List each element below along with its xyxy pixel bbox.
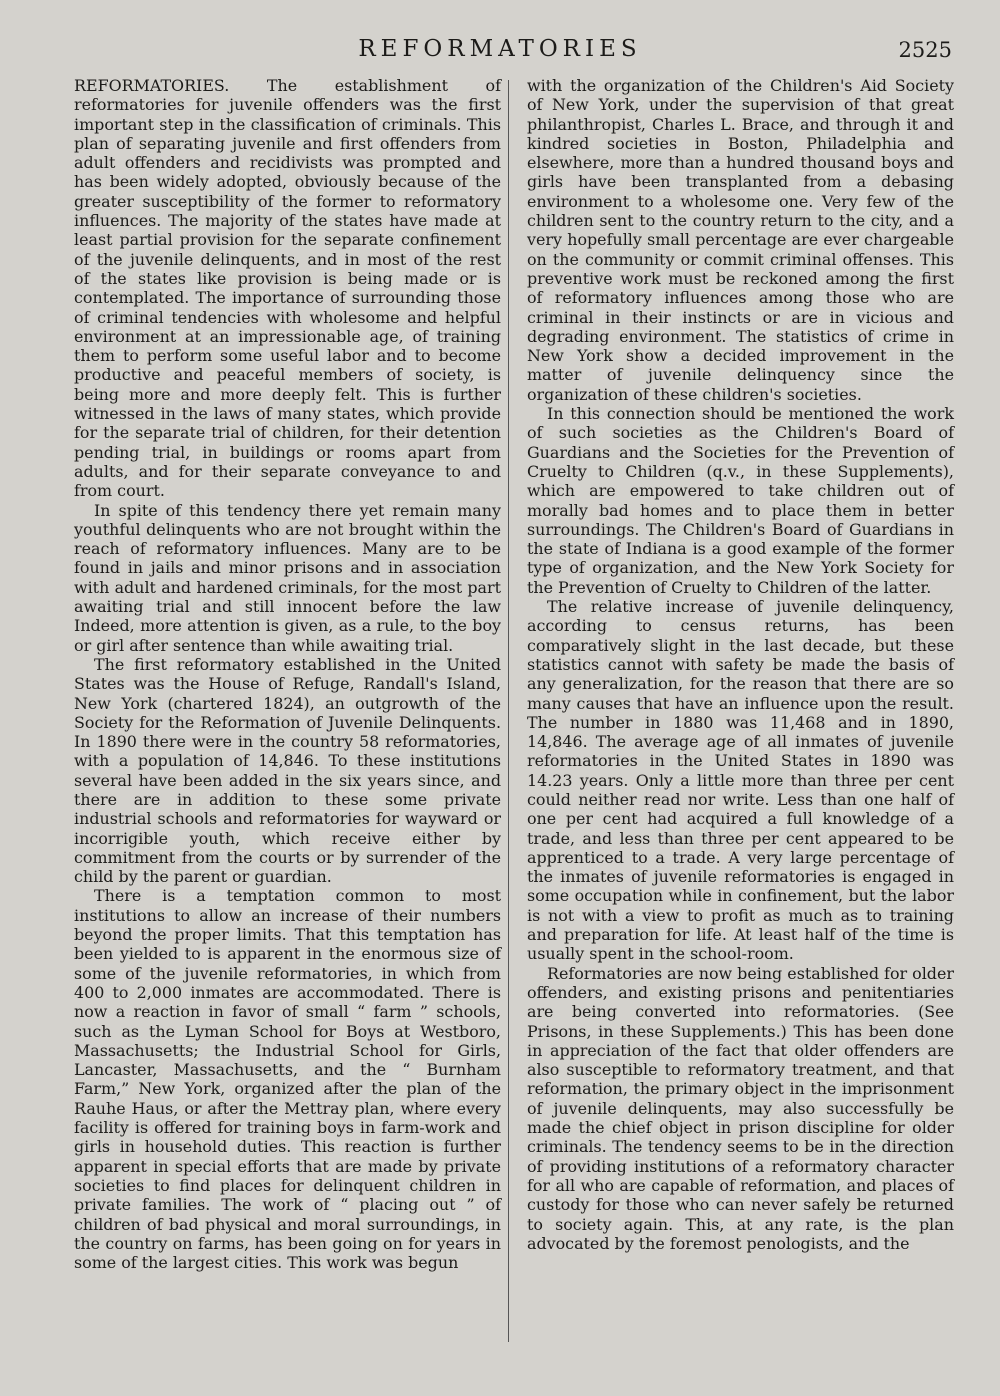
paragraph: In spite of this tendency there yet remain many youthful delinquents who are not brought within the reach of reformatory influences. Many are to be found in jails and minor prisons and in association with adult and hardened criminals, for the most part awaiting trial and still innocent before the law Indeed, more attention is given, as a rule, to the boy or girl after sentence than while awaiting trial. [74, 500, 501, 655]
text-columns [74, 76, 954, 1376]
page-header [0, 36, 1000, 66]
paragraph: The first reformatory established in the United States was the House of Refuge, Randall's Island, New York (chartered 1824), an outgrowth of the Society for the Reformation of Juvenile Delinquents. In 1890 there were in the country 58 reformatories, with a population of 14,846. To these institutions several have been added in the six years since, and there are in addition to these some private industrial schools and reformatories for wayward or incorrigible youth, which receive either by commitment from the courts or by surrender of the child by the parent or guardian. [74, 654, 501, 887]
paragraph: REFORMATORIES. The establishment of reformatories for juvenile offenders was the first important step in the classification of criminals. This plan of separating juvenile and first offenders from adult offenders and recidivists was prompted and has been widely adopted, obviously because of the greater susceptibility of the former to reformatory influences. The majority of the states have made at least partial provision for the separate confinement of the juvenile delinquents, and in most of the rest of the states like provision is being made or is contemplated. The importance of surrounding those of criminal tendencies with wholesome and helpful environment at an impressionable age, of training them to perform some useful labor and to become productive and peaceful members of society, is being more and more deeply felt. This is further witnessed in the laws of many states, which provide for the separate trial of children, for their detention pending trial, in buildings or rooms apart from adults, and for their separate conveyance to and from court. [74, 76, 501, 501]
right-column [527, 76, 954, 1376]
left-column [74, 76, 501, 1376]
column-divider [508, 80, 509, 1342]
paragraph: with the organization of the Children's Aid Society of New York, under the supervision of that great philanthropist, Charles L. Brace, and through it and kindred societies in Boston, Philadelphia and elsewhere, more than a hundred thousand boys and girls have been transplanted from a debasing environment to a wholesome one. Very few of the children sent to the country return to the city, and a very hopefully small percentage are ever chargeable on the community or commit criminal offenses. This preventive work must be reckoned among the first of reformatory influences among those who are criminal in their instincts or are in vicious and degrading environment. The statistics of crime in New York show a decided improvement in the matter of juvenile delinquency since the organization of these children's societies. [526, 76, 954, 404]
running-title: REFORMATORIES [358, 36, 642, 62]
page-number: 2525 [898, 38, 952, 62]
paragraph: The relative increase of juvenile delinquency, according to census returns, has been comparatively slight in the last decade, but these statistics cannot with safety be made the basis of any generalization, for the reason that there are so many causes that have an influence upon the result. The number in 1880 was 11,468 and in 1890, 14,846. The average age of all inmates of juvenile reformatories in the United States in 1890 was 14.23 years. Only a little more than three per cent could neither read nor write. Less than one half of one per cent had acquired a full knowledge of a trade, and less than three per cent appeared to be apprenticed to a trade. A very large percentage of the inmates of juvenile reformatories is engaged in some occupation while in confinement, but the labor is not with a view to profit as much as to training and preparation for life. At least half of the time is usually spent in the school-room. [526, 597, 954, 964]
paragraph: In this connection should be mentioned the work of such societies as the Children's Board of Guardians and the Societies for the Prevention of Cruelty to Children (q.v., in these Supplements), which are empowered to take children out of morally bad homes and to place them in better surroundings. The Children's Board of Guardians in the state of Indiana is a good example of the former type of organization, and the New York Society for the Prevention of Cruelty to Children of the latter. [526, 404, 954, 597]
paragraph: Reformatories are now being established for older offenders, and existing prisons and penitentiaries are being converted into reformatories. (See Prisons, in these Supplements.) This has been done in appreciation of the fact that older offenders are also susceptible to reformatory treatment, and that reformation, the primary object in the imprisonment of juvenile delinquents, may also successfully be made the chief object in prison discipline for older criminals. The tendency seems to be in the direction of providing institutions of a reformatory character for all who are capable of reformation, and places of custody for those who can never safely be returned to society again. This, at any rate, is the plan advocated by the foremost penologists, and the [526, 963, 954, 1253]
paragraph: There is a temptation common to most institutions to allow an increase of their numbers beyond the proper limits. That this temptation has been yielded to is apparent in the enormous size of some of the juvenile reformatories, in which from 400 to 2,000 inmates are accommodated. There is now a reaction in favor of small “ farm ” schools, such as the Lyman School for Boys at Westboro, Massachusetts; the Industrial School for Girls, Lancaster, Massachusetts, and the “ Burnham Farm,” New York, organized after the plan of the Rauhe Haus, or after the Mettray plan, where every facility is offered for training boys in farm-work and girls in household duties. This reaction is further apparent in special efforts that are made by private societies to find places for delinquent children in private families. The work of “ placing out ” of children of bad physical and moral surroundings, in the country on farms, has been going on for years in some of the largest cities. This work was begun [74, 886, 501, 1273]
